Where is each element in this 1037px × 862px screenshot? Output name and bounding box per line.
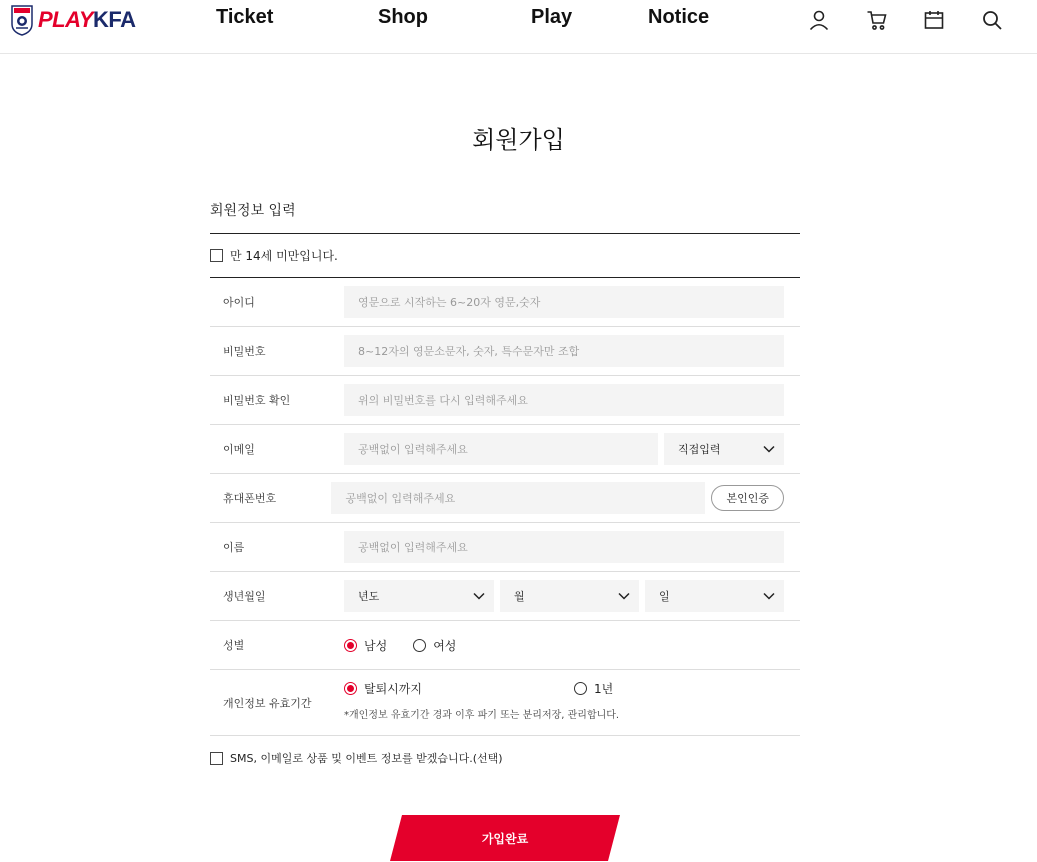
under14-label: 만 14세 미만입니다.: [230, 249, 338, 263]
sms-consent-row: [210, 736, 800, 780]
chevron-down-icon: [617, 589, 631, 603]
gender-radio-group: [344, 637, 456, 654]
birth-year-select[interactable]: [344, 580, 494, 612]
birth-day-select[interactable]: [645, 580, 784, 612]
birth-month-value: 월: [514, 590, 525, 603]
retention-withdraw-radio[interactable]: [344, 682, 357, 695]
name-label: 이름: [223, 541, 245, 554]
birth-month-select[interactable]: [500, 580, 639, 612]
kfa-logo[interactable]: [10, 4, 136, 36]
retention-1year-label: 1년: [594, 682, 614, 696]
retention-radio-group: [344, 680, 619, 697]
page-title: 회원가입: [472, 126, 565, 154]
birth-row: [210, 572, 800, 621]
phone-label: 휴대폰번호: [223, 492, 277, 505]
retention-note: *개인정보 유효기간 경과 이후 파기 또는 분리저장, 관리합니다.: [344, 710, 620, 721]
nav-shop[interactable]: Shop: [378, 6, 428, 28]
verify-button[interactable]: 본인인증: [711, 485, 784, 511]
password-confirm-label: 비밀번호 확인: [223, 394, 291, 407]
email-label: 이메일: [223, 443, 255, 456]
retention-withdraw-label: 탈퇴시까지: [364, 682, 422, 696]
email-row: [210, 425, 800, 474]
cart-icon[interactable]: [866, 9, 888, 31]
birth-year-value: 년도: [358, 590, 380, 603]
password-row: [210, 327, 800, 376]
signup-form: [210, 200, 800, 780]
phone-row: [210, 474, 800, 523]
name-row: [210, 523, 800, 572]
gender-female-label: 여성: [433, 638, 457, 653]
nav-play[interactable]: Play: [531, 6, 573, 28]
password-confirm-row: [210, 376, 800, 425]
id-input[interactable]: 영문으로 시작하는 6~20자 영문,숫자: [344, 286, 784, 318]
id-label: 아이디: [223, 296, 255, 309]
retention-row: [210, 670, 800, 736]
chevron-down-icon: [762, 442, 776, 456]
section-title: 회원정보 입력: [210, 200, 800, 234]
submit-label: 가입완료: [481, 831, 529, 846]
birth-day-value: 일: [659, 590, 670, 603]
gender-male-radio[interactable]: [344, 639, 357, 652]
logo-play-text: PLAY: [38, 7, 94, 32]
name-input[interactable]: 공백없이 입력해주세요: [344, 531, 784, 563]
nav-notice[interactable]: Notice: [648, 6, 710, 28]
under14-row: [210, 234, 800, 278]
calendar-icon[interactable]: [923, 9, 945, 31]
user-icon[interactable]: [808, 9, 830, 31]
under14-checkbox[interactable]: [210, 249, 223, 262]
submit-button[interactable]: [390, 815, 620, 861]
chevron-down-icon: [472, 589, 486, 603]
retention-1year-radio[interactable]: [574, 682, 587, 695]
sms-consent-checkbox[interactable]: [210, 752, 223, 765]
email-domain-select[interactable]: [664, 433, 784, 465]
chevron-down-icon: [762, 589, 776, 603]
sms-consent-label: SMS, 이메일로 상품 및 이벤트 정보를 받겠습니다.(선택): [230, 752, 503, 765]
birth-label: 생년월일: [223, 590, 266, 603]
phone-input[interactable]: 공백없이 입력해주세요: [331, 482, 705, 514]
logo-text: [38, 7, 136, 33]
gender-row: [210, 621, 800, 670]
password-input[interactable]: 8~12자의 영문소문자, 숫자, 특수문자만 조합: [344, 335, 784, 367]
kfa-emblem-icon: [10, 4, 34, 36]
password-confirm-input[interactable]: 위의 비밀번호를 다시 입력해주세요: [344, 384, 784, 416]
search-icon[interactable]: [981, 9, 1003, 31]
retention-label: 개인정보 유효기간: [223, 696, 312, 710]
nav-ticket[interactable]: Ticket: [216, 6, 274, 28]
id-row: [210, 278, 800, 327]
logo-kfa-text: KFA: [93, 7, 136, 32]
email-input[interactable]: 공백없이 입력해주세요: [344, 433, 658, 465]
password-label: 비밀번호: [223, 345, 266, 358]
email-domain-value: 직접입력: [678, 443, 721, 456]
site-header: [0, 0, 1037, 54]
gender-female-radio[interactable]: [413, 639, 426, 652]
gender-male-label: 남성: [364, 638, 388, 653]
gender-label: 성별: [223, 639, 245, 652]
